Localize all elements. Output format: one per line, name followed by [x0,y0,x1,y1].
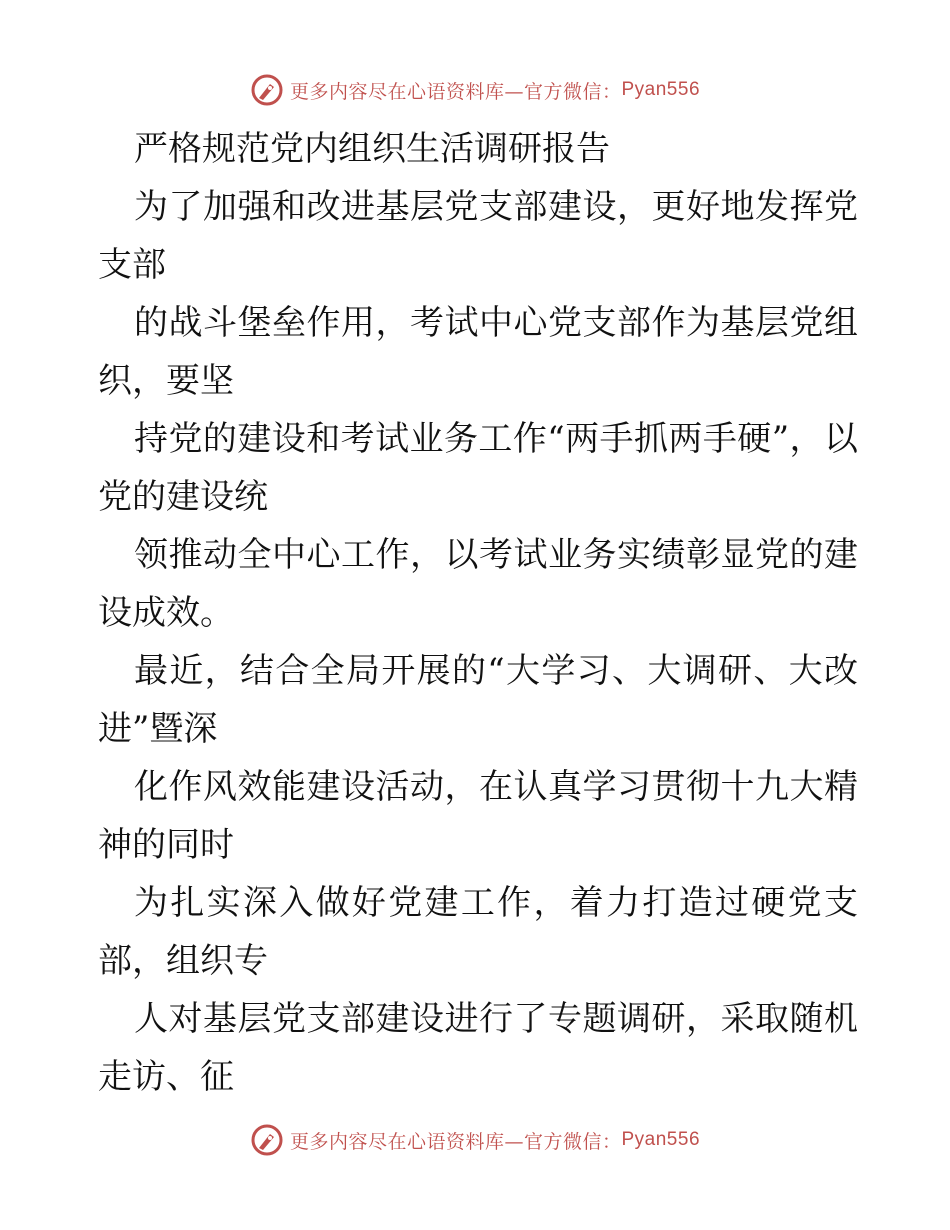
document-line: 持党的建设和考试业务工作“两手抓两手硬”，以党的建设统 [98,419,858,517]
pen-nib-circle-icon [250,73,284,107]
document-body [98,120,858,1106]
document-line: 领推动全中心工作，以考试业务实绩彰显党的建设成效。 [98,535,858,633]
pen-nib-circle-icon [250,1123,284,1157]
watermark-wechat-id: Pyan556 [621,1129,701,1150]
document-line: 人对基层党支部建设进行了专题调研，采取随机走访、征 [98,999,858,1097]
watermark-wechat-id: Pyan556 [621,79,701,100]
document-line: 化作风效能建设活动，在认真学习贯彻十九大精神的同时 [98,767,858,865]
document-title: 严格规范党内组织生活调研报告 [134,129,610,169]
watermark-banner-top [0,70,950,110]
document-line: 为了加强和改进基层党支部建设，更好地发挥党支部 [98,187,858,285]
document-line: 为扎实深入做好党建工作，着力打造过硬党支部，组织专 [98,883,858,981]
watermark-banner-bottom [0,1120,950,1160]
watermark-text: 更多内容尽在心语资料库—官方微信： [289,1130,622,1153]
document-line: 最近，结合全局开展的“大学习、大调研、大改进”暨深 [98,651,858,749]
document-line: 的战斗堡垒作用，考试中心党支部作为基层党组织，要坚 [98,303,858,401]
watermark-text: 更多内容尽在心语资料库—官方微信： [289,80,622,103]
